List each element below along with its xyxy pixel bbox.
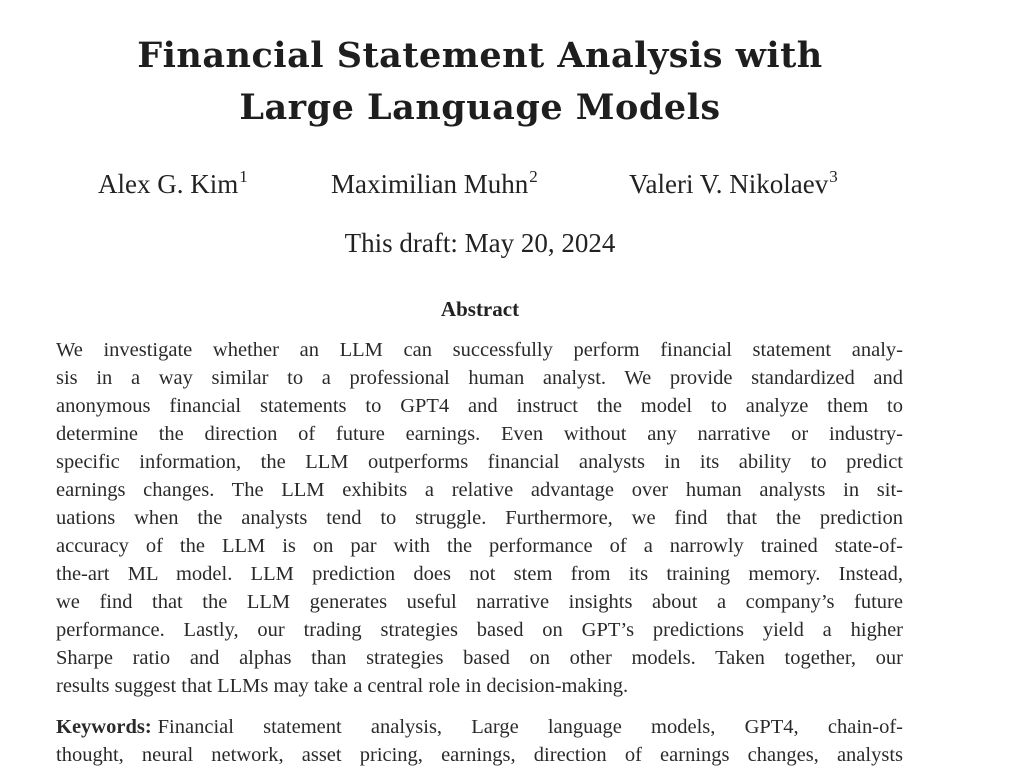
- abstract-line: uations when the analysts tend to struggle. Furthermore, we find that the prediction: [56, 507, 903, 529]
- author-kim: [98, 166, 248, 202]
- affiliation-marker: 2: [529, 167, 538, 186]
- paper-title-line-1: Financial Statement Analysis with: [137, 35, 823, 76]
- keywords-section: [56, 713, 903, 769]
- draft-date: This draft: May 20, 2024: [344, 228, 616, 258]
- abstract-line: determine the direction of future earnings. Even without any narrative or industry-: [56, 423, 903, 445]
- abstract-heading: Abstract: [440, 297, 520, 321]
- keywords-line-1: [56, 713, 903, 741]
- abstract-line: the-art ML model. LLM prediction does not stem from its training memory. Instead,: [56, 563, 903, 585]
- affiliation-marker: 1: [239, 167, 248, 186]
- keywords-text: Financial statement analysis, Large language models, GPT4, chain-of-: [157, 716, 903, 738]
- abstract-body: [56, 336, 903, 700]
- keywords-line-2: thought, neural network, asset pricing, earnings, direction of earnings changes, analysts: [56, 744, 903, 766]
- abstract-line: We investigate whether an LLM can successfully perform financial statement analy-: [56, 339, 903, 361]
- abstract-line: accuracy of the LLM is on par with the performance of a narrowly trained state-of-: [56, 535, 903, 557]
- abstract-line: specific information, the LLM outperforms financial analysts in its ability to predict: [56, 451, 903, 473]
- keywords-label: Keywords:: [56, 716, 152, 738]
- author-muhn: [331, 166, 538, 202]
- abstract-line: anonymous financial statements to GPT4 and instruct the model to analyze them to: [56, 395, 903, 417]
- abstract-line: performance. Lastly, our trading strategies based on GPT’s predictions yield a higher: [56, 619, 903, 641]
- abstract-line: sis in a way similar to a professional human analyst. We provide standardized and: [56, 367, 903, 389]
- affiliation-marker: 3: [829, 167, 838, 186]
- paper-title-line-2: Large Language Models: [239, 87, 721, 128]
- abstract-line: earnings changes. The LLM exhibits a relative advantage over human analysts in sit-: [56, 479, 903, 501]
- author-name: Alex G. Kim: [98, 169, 239, 199]
- abstract-line: we find that the LLM generates useful narrative insights about a company’s future: [56, 591, 903, 613]
- abstract-line: Sharpe ratio and alphas than strategies based on other models. Taken together, our: [56, 647, 903, 669]
- author-name: Maximilian Muhn: [331, 169, 529, 199]
- author-list: [0, 166, 960, 206]
- author-name: Valeri V. Nikolaev: [629, 169, 829, 199]
- author-nikolaev: [629, 166, 838, 202]
- abstract-line: results suggest that LLMs may take a central role in decision-making.: [56, 675, 629, 697]
